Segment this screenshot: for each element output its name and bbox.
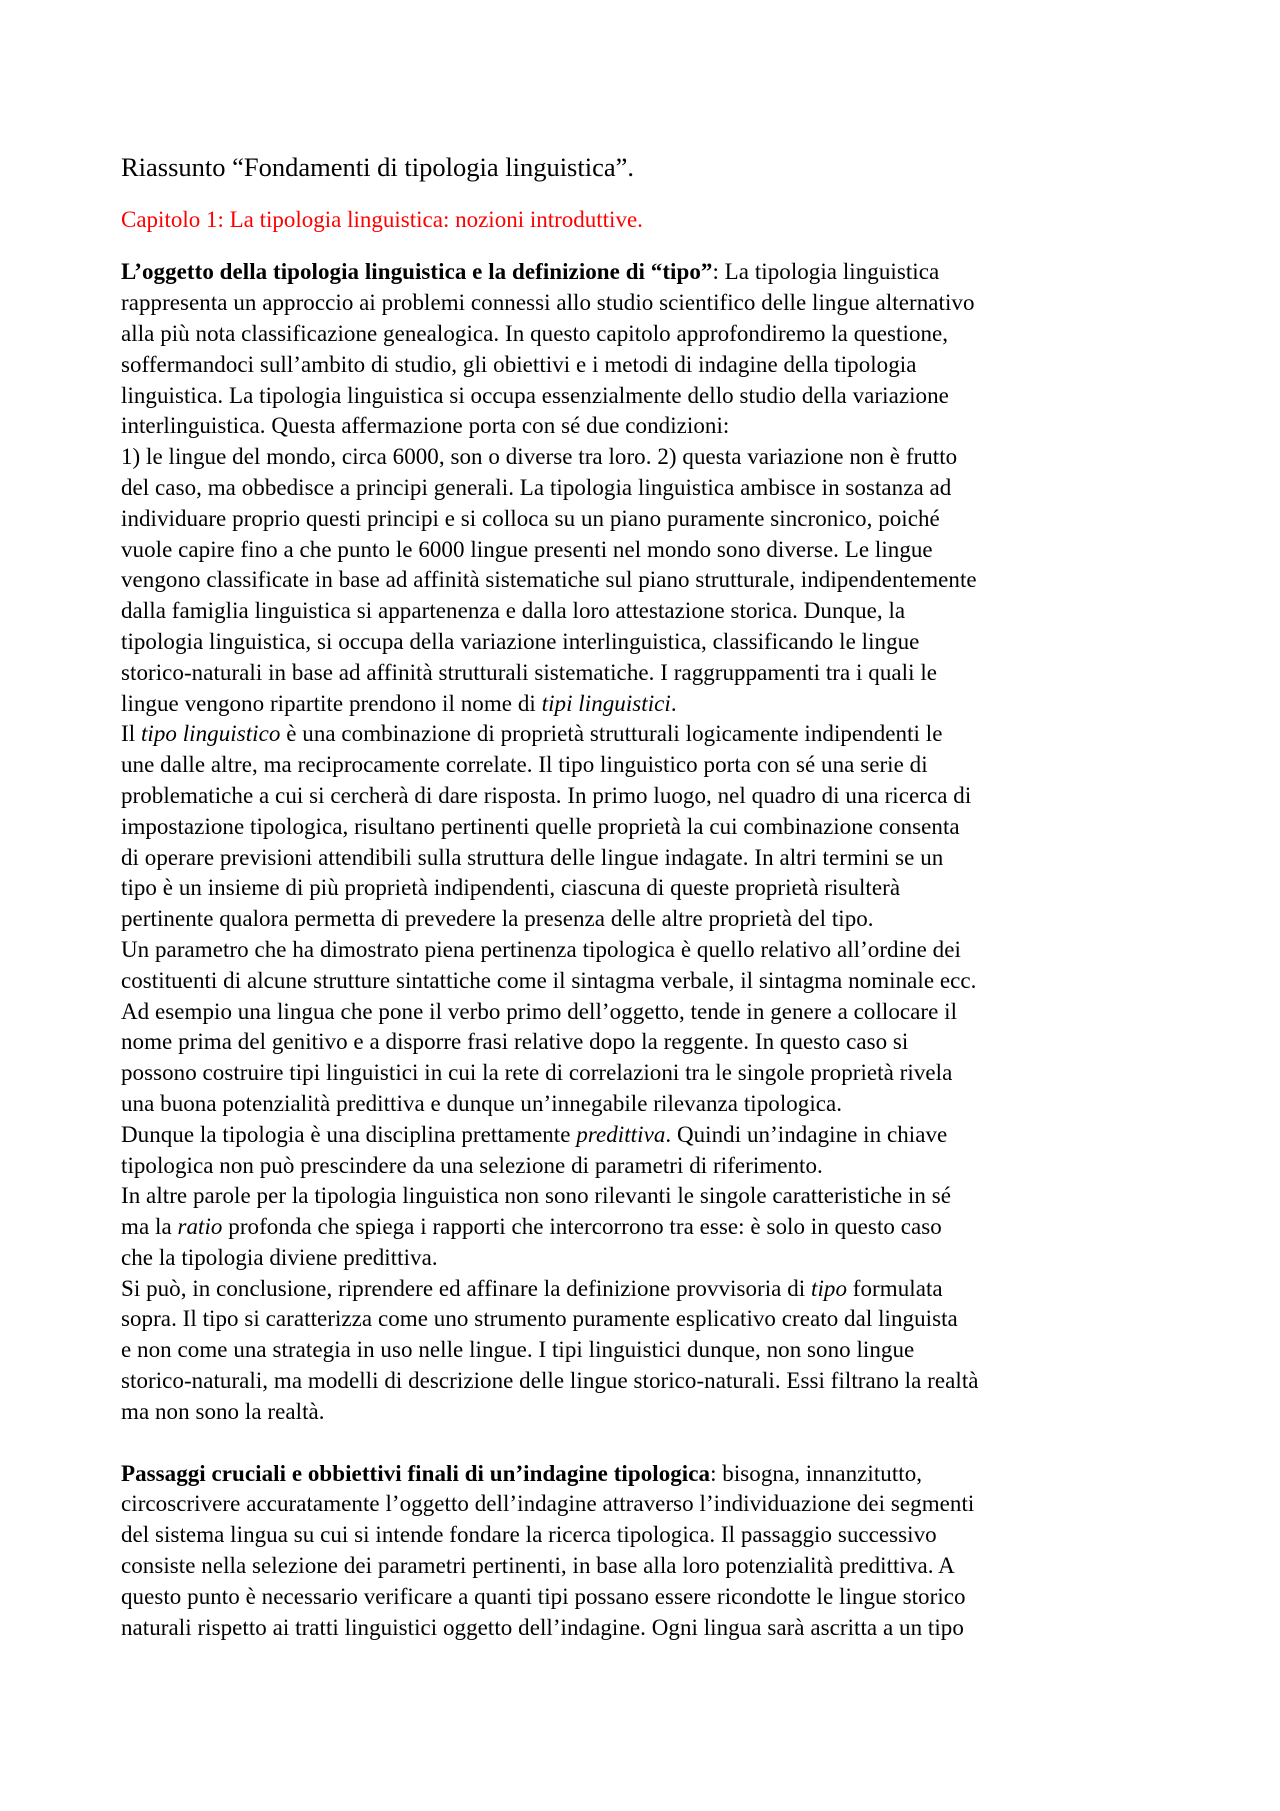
section-1-paragraph — [121, 257, 1166, 1427]
text-line: e non come una strategia in uso nelle lingue. I tipi linguistici dunque, non sono lingue — [121, 1337, 915, 1363]
text-line: vengono classificate in base ad affinità sistematiche sul piano strutturale, indipendentemente — [121, 567, 977, 593]
text-line: possono costruire tipi linguistici in cui la rete di correlazioni tra le singole proprietà rivela — [121, 1060, 953, 1086]
text-line: tipologia linguistica, si occupa della variazione interlinguistica, classificando le lingue — [121, 628, 920, 654]
text-line: vuole capire fino a che punto le 6000 lingue presenti nel mondo sono diverse. Le lingue — [121, 536, 933, 562]
text-line: Passaggi cruciali e obbiettivi finali di un’indagine tipologica: bisogna, innanzitutto, — [121, 1460, 923, 1486]
paragraph-gap — [121, 1428, 1166, 1459]
text-line: una buona potenzialità predittiva e dunque un’innegabile rilevanza tipologica. — [121, 1090, 843, 1116]
text-line: Un parametro che ha dimostrato piena pertinenza tipologica è quello relativo all’ordine dei — [121, 936, 961, 962]
italic-term: tipi linguistici — [541, 690, 671, 716]
text-line: Il tipo linguistico è una combinazione di proprietà strutturali logicamente indipendenti le — [121, 721, 943, 747]
italic-term: ratio — [177, 1214, 223, 1240]
italic-term: tipo linguistico — [140, 721, 281, 747]
section-1-heading: L’oggetto della tipologia linguistica e la definizione di “tipo” — [121, 259, 713, 285]
document-page — [121, 152, 1166, 1643]
text-line: che la tipologia diviene predittiva. — [121, 1244, 438, 1270]
text-line: rappresenta un approccio ai problemi connessi allo studio scientifico delle lingue alternativo — [121, 290, 975, 316]
text-line: ma non sono la realtà. — [121, 1398, 325, 1424]
text-line: alla più nota classificazione genealogica. In questo capitolo approfondiremo la questione, — [121, 320, 949, 346]
text-line: sopra. Il tipo si caratterizza come uno strumento puramente esplicativo creato dal linguista — [121, 1306, 958, 1332]
text-line: 1) le lingue del mondo, circa 6000, son o diverse tra loro. 2) questa variazione non è frutto — [121, 444, 958, 470]
text-line: une dalle altre, ma reciprocamente correlate. Il tipo linguistico porta con sé una serie di — [121, 752, 928, 778]
text-line: individuare proprio questi principi e si colloca su un piano puramente sincronico, poiché — [121, 505, 940, 531]
text-line: problematiche a cui si cercherà di dare risposta. In primo luogo, nel quadro di una ricerca di — [121, 782, 972, 808]
text-line: dalla famiglia linguistica si appartenenza e dalla loro attestazione storica. Dunque, la — [121, 598, 906, 624]
text-line: di operare previsioni attendibili sulla struttura delle lingue indagate. In altri termini se un — [121, 844, 944, 870]
text-line: storico-naturali in base ad affinità strutturali sistematiche. I raggruppamenti tra i quali le — [121, 659, 938, 685]
text-line: In altre parole per la tipologia linguistica non sono rilevanti le singole caratteristiche in sé — [121, 1183, 951, 1209]
text-line: linguistica. La tipologia linguistica si occupa essenzialmente dello studio della variazione — [121, 382, 949, 408]
chapter-heading: Capitolo 1: La tipologia linguistica: nozioni introduttive. — [121, 206, 643, 232]
text-line: interlinguistica. Questa affermazione porta con sé due condizioni: — [121, 413, 730, 439]
text-line: storico-naturali, ma modelli di descrizione delle lingue storico-naturali. Essi filtrano la realtà — [121, 1368, 979, 1394]
text-line: Ad esempio una lingua che pone il verbo primo dell’oggetto, tende in genere a collocare il — [121, 998, 958, 1024]
text-line: soffermandoci sull’ambito di studio, gli obiettivi e i metodi di indagine della tipologia — [121, 351, 917, 377]
text-line: lingue vengono ripartite prendono il nome di tipi linguistici. — [121, 690, 677, 716]
text-line: costituenti di alcune strutture sintattiche come il sintagma verbale, il sintagma nominale ecc. — [121, 967, 977, 993]
document-title: Riassunto “Fondamenti di tipologia linguistica”. — [121, 152, 635, 182]
italic-term: tipo — [811, 1275, 847, 1301]
text-line: del sistema lingua su cui si intende fondare la ricerca tipologica. Il passaggio successivo — [121, 1522, 937, 1548]
section-2-paragraph — [121, 1459, 1166, 1644]
text-line: questo punto è necessario verificare a quanti tipi possano essere ricondotte le lingue storico — [121, 1583, 966, 1609]
text-line: del caso, ma obbedisce a principi generali. La tipologia linguistica ambisce in sostanza ad — [121, 474, 952, 500]
text-line: Si può, in conclusione, riprendere ed affinare la definizione provvisoria di tipo formulata — [121, 1275, 943, 1301]
text-line: Dunque la tipologia è una disciplina prettamente predittiva. Quindi un’indagine in chiave — [121, 1121, 948, 1147]
text-line: L’oggetto della tipologia linguistica e la definizione di “tipo”: La tipologia linguistica — [121, 259, 940, 285]
text-line: impostazione tipologica, risultano pertinenti quelle proprietà la cui combinazione consenta — [121, 813, 960, 839]
text-line: pertinente qualora permetta di prevedere la presenza delle altre proprietà del tipo. — [121, 906, 874, 932]
text-line: circoscrivere accuratamente l’oggetto dell’indagine attraverso l’individuazione dei segmenti — [121, 1491, 975, 1517]
section-2-heading: Passaggi cruciali e obbiettivi finali di un’indagine tipologica — [121, 1460, 711, 1486]
text-line: ma la ratio profonda che spiega i rapporti che intercorrono tra esse: è solo in questo caso — [121, 1214, 942, 1240]
text-line: nome prima del genitivo e a disporre frasi relative dopo la reggente. In questo caso si — [121, 1029, 909, 1055]
text-line: tipo è un insieme di più proprietà indipendenti, ciascuna di queste proprietà risulterà — [121, 875, 901, 901]
italic-term: predittiva — [576, 1121, 666, 1147]
text-line: naturali rispetto ai tratti linguistici oggetto dell’indagine. Ogni lingua sarà ascritta a un tipo — [121, 1614, 964, 1640]
text-line: consiste nella selezione dei parametri pertinenti, in base alla loro potenzialità predittiva. A — [121, 1553, 955, 1579]
text-line: tipologica non può prescindere da una selezione di parametri di riferimento. — [121, 1152, 823, 1178]
